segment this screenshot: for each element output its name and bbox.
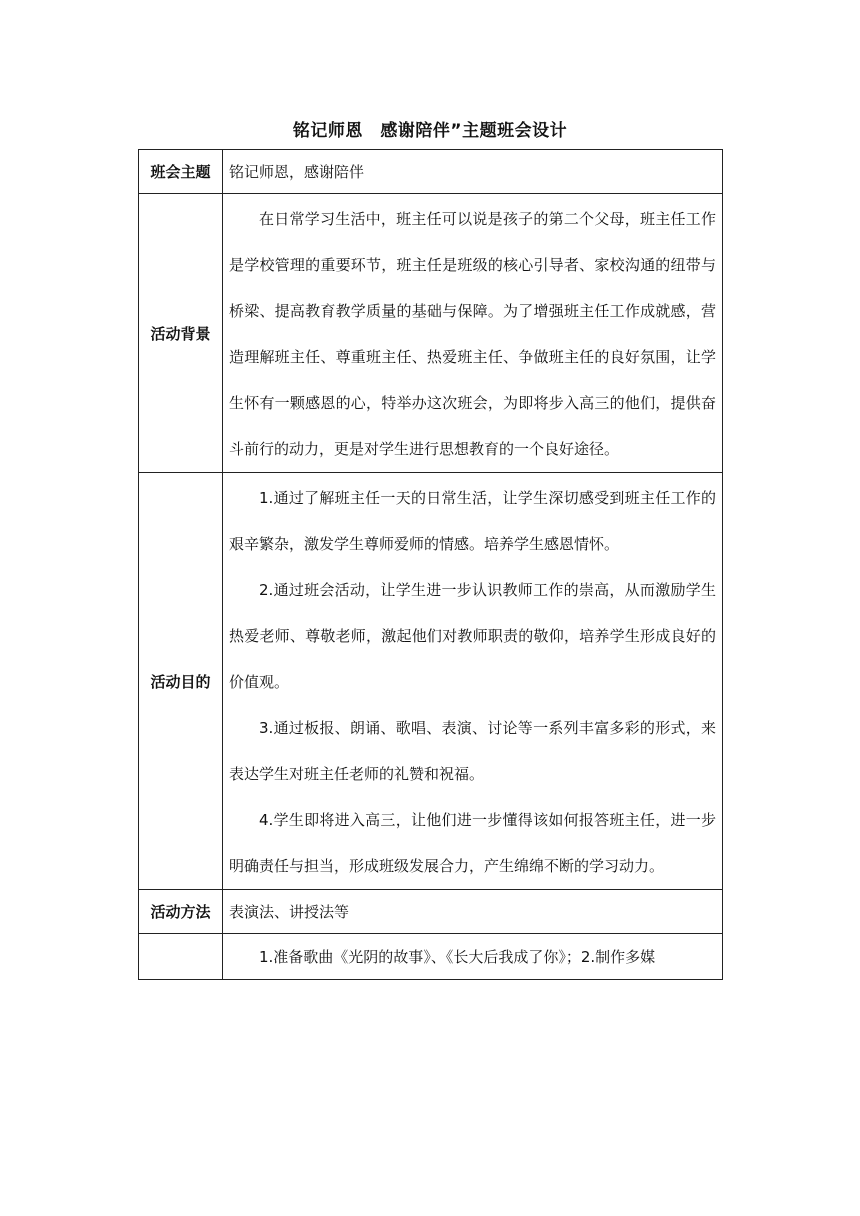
row-label-theme: 班会主题	[139, 150, 223, 194]
row-content-method	[223, 890, 723, 934]
row-content-background	[223, 194, 723, 473]
table-row-method	[139, 890, 723, 934]
table-row-background	[139, 194, 723, 473]
table-row-preparation	[139, 934, 723, 980]
row-content-theme	[223, 150, 723, 194]
row-label-background: 活动背景	[139, 194, 223, 473]
purpose-paragraph-4: 4.学生即将进入高三，让他们进一步懂得该如何报答班主任，进一步明确责任与担当，形成班级发展合力，产生绵绵不断的学习动力。	[229, 811, 716, 875]
purpose-paragraph-1: 1.通过了解班主任一天的日常生活，让学生深切感受到班主任工作的艰辛繁杂，激发学生尊师爱师的情感。培养学生感恩情怀。	[229, 489, 716, 553]
theme-text: 铭记师恩，感谢陪伴	[229, 162, 365, 181]
purpose-paragraph-2: 2.通过班会活动，让学生进一步认识教师工作的崇高，从而激励学生热爱老师、尊敬老师，激起他们对教师职责的敬仰，培养学生形成良好的价值观。	[229, 581, 716, 691]
row-label-preparation	[139, 934, 223, 980]
row-label-method: 活动方法	[139, 890, 223, 934]
table-row-theme	[139, 150, 723, 194]
method-text: 表演法、讲授法等	[229, 902, 350, 921]
row-content-preparation	[223, 934, 723, 980]
row-content-purpose	[223, 473, 723, 890]
purpose-paragraph-3: 3.通过板报、朗诵、歌唱、表演、讨论等一系列丰富多彩的形式，来表达学生对班主任老师的礼赞和祝福。	[229, 719, 716, 783]
row-label-purpose: 活动目的	[139, 473, 223, 890]
table-row-purpose	[139, 473, 723, 890]
background-paragraph: 在日常学习生活中，班主任可以说是孩子的第二个父母，班主任工作是学校管理的重要环节，班主任是班级的核心引导者、家校沟通的纽带与桥梁、提高教育教学质量的基础与保障。为了增强班主任工作成就感，营造理解班主任、尊重班主任、热爱班主任、争做班主任的良好氛围，让学生怀有一颗感恩的心，特举办这次班会，为即将步入高三的他们，提供奋斗前行的动力，更是对学生进行思想教育的一个良好途径。	[229, 210, 716, 458]
document-title: 铭记师恩 感谢陪伴”主题班会设计	[292, 121, 568, 141]
preparation-paragraph: 1.准备歌曲《光阴的故事》、《长大后我成了你》；2.制作多媒	[259, 947, 656, 966]
plan-table	[138, 149, 723, 980]
